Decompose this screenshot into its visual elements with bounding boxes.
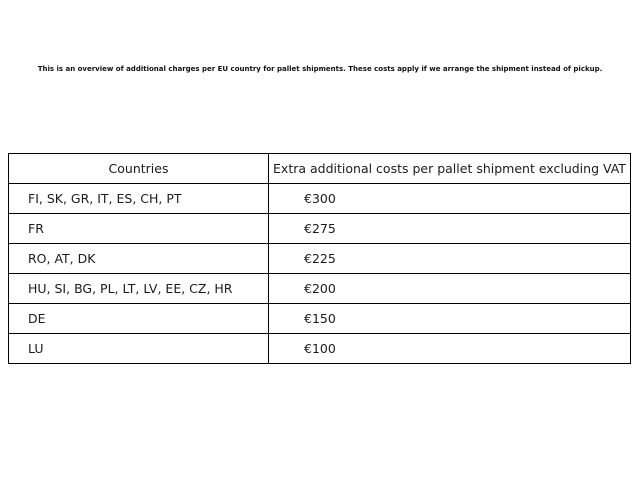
countries-cell: DE xyxy=(9,304,269,334)
cost-cell: €150 xyxy=(269,304,631,334)
table-row xyxy=(9,304,631,334)
cost-cell: €300 xyxy=(269,184,631,214)
countries-cell: RO, AT, DK xyxy=(9,244,269,274)
countries-cell: FI, SK, GR, IT, ES, CH, PT xyxy=(9,184,269,214)
countries-cell: LU xyxy=(9,334,269,364)
cost-cell: €100 xyxy=(269,334,631,364)
table-row xyxy=(9,184,631,214)
countries-column-header: Countries xyxy=(9,154,269,184)
table-header-row xyxy=(9,154,631,184)
cost-cell: €200 xyxy=(269,274,631,304)
table-row xyxy=(9,334,631,364)
costs-column-header: Extra additional costs per pallet shipment excluding VAT xyxy=(269,154,631,184)
cost-cell: €275 xyxy=(269,214,631,244)
intro-text: This is an overview of additional charges per EU country for pallet shipments. These costs apply if we arrange the shipment instead of pickup. xyxy=(37,65,603,73)
countries-cell: FR xyxy=(9,214,269,244)
charges-table xyxy=(8,153,631,364)
countries-cell: HU, SI, BG, PL, LT, LV, EE, CZ, HR xyxy=(9,274,269,304)
table-row xyxy=(9,214,631,244)
cost-cell: €225 xyxy=(269,244,631,274)
table-row xyxy=(9,274,631,304)
table-row xyxy=(9,244,631,274)
